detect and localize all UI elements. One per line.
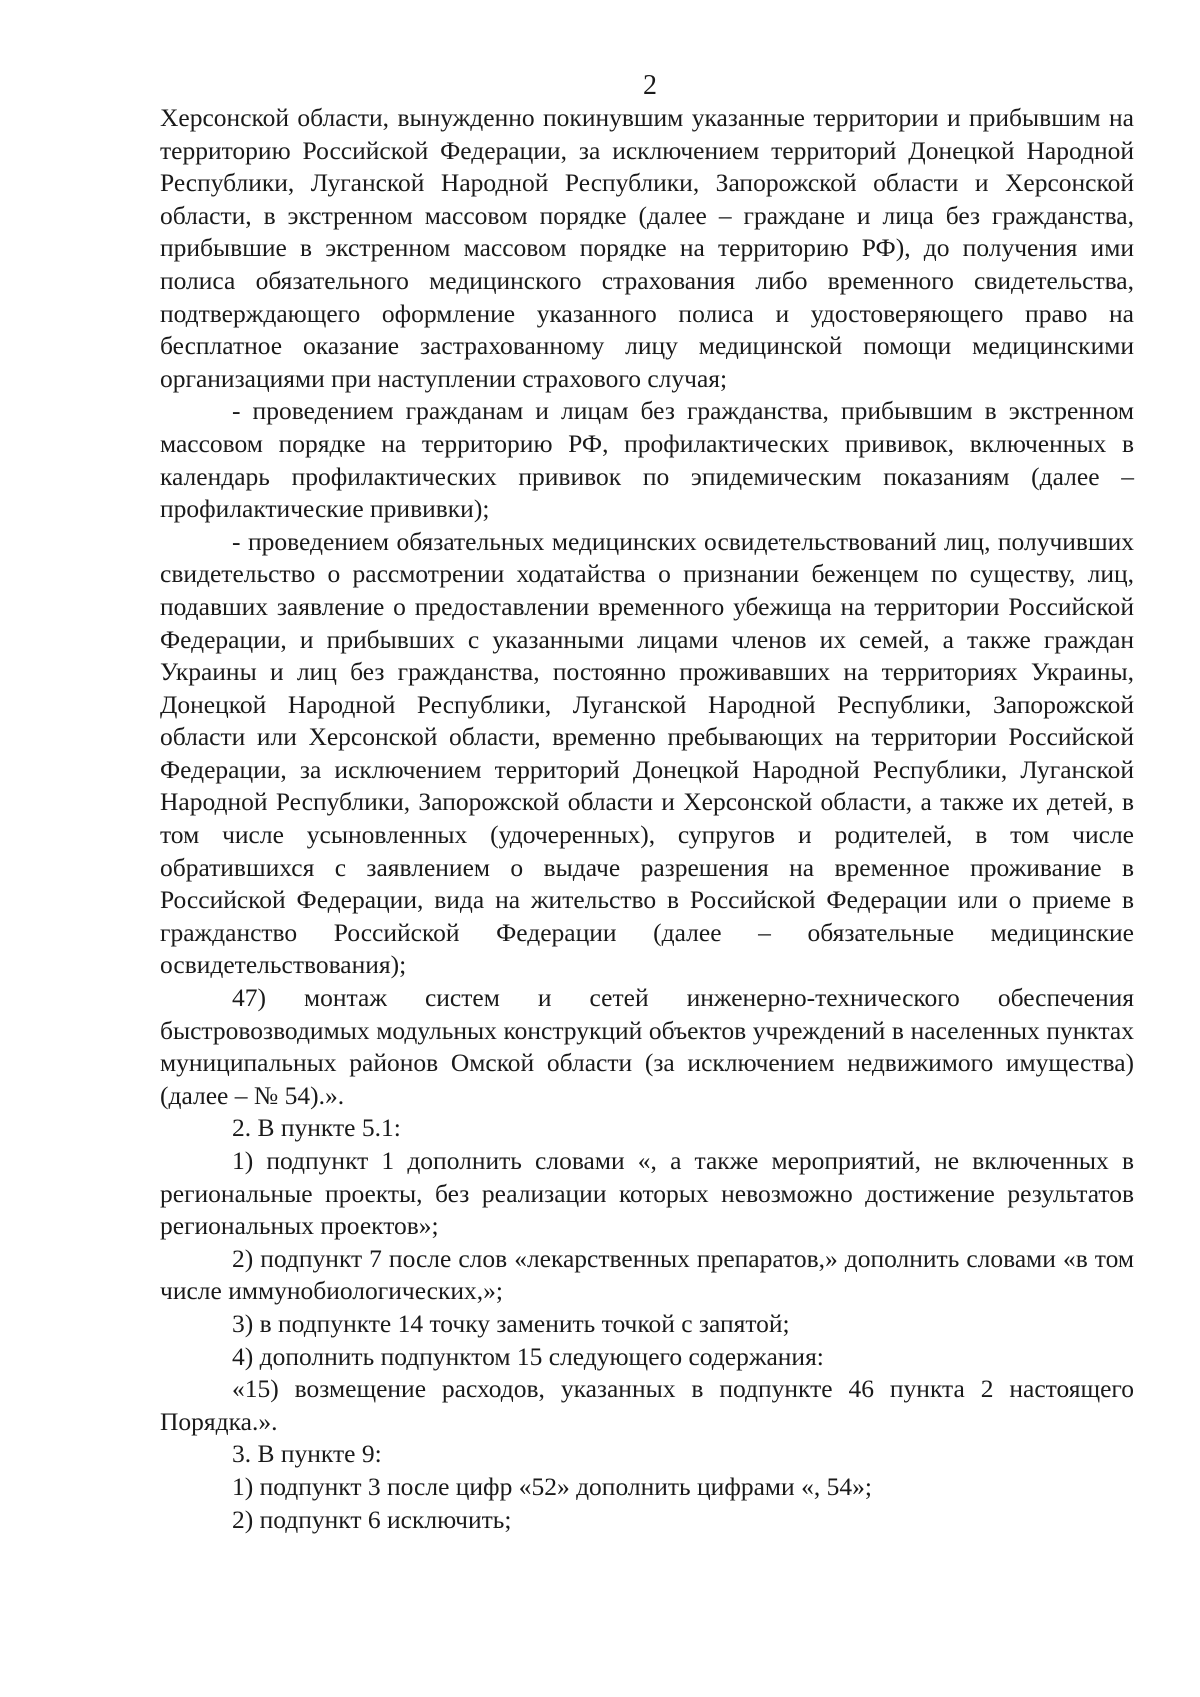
paragraph-3: - проведением обязательных медицинских освидетельствований лиц, получивших свидетельство о рассмотрении ходатайства о признании беженцем по существу, лиц, подавших заявление о предоставлении временного убежища на территории Российской Федерации, и прибывших с указанными лицами членов их семей, а также граждан Украины и лиц без гражданства, постоянно проживавших на территориях Украины, Донецкой Народной Республики, Луганской Народной Республики, Запорожской области или Херсонской области, временно пребывающих на территории Российской Федерации, за исключением территорий Донецкой Народной Республики, Луганской Народной Республики, Запорожской области и Херсонской области, а также их детей, в том числе усыновленных (удочеренных), супругов и родителей, в том числе обратившихся с заявлением о выдаче разрешения на временное проживание в Российской Федерации, вида на жительство в Российской Федерации или о приеме в гражданство Российской Федерации (далее – обязательные медицинские освидетельствования);	[160, 526, 1134, 980]
paragraph-2: - проведением гражданам и лицам без гражданства, прибывшим в экстренном массовом порядке на территорию РФ, профилактических прививок, включенных в календарь профилактических прививок по эпидемическим показаниям (далее – профилактические прививки);	[160, 396, 1134, 524]
document-body	[160, 102, 1134, 1536]
paragraph-5: 2. В пункте 5.1:	[232, 1113, 401, 1143]
paragraph-4: 47) монтаж систем и сетей инженерно-технического обеспечения быстровозводимых модульных конструкций объектов учреждений в населенных пунктах муниципальных районов Омской области (за исключением недвижимого имущества) (далее – № 54).».	[160, 983, 1134, 1110]
paragraph-13: 2) подпункт 6 исключить;	[232, 1504, 512, 1534]
paragraph-9: 4) дополнить подпунктом 15 следующего содержания:	[232, 1341, 824, 1371]
paragraph-8: 3) в подпункте 14 точку заменить точкой с запятой;	[232, 1308, 790, 1338]
paragraph-11: 3. В пункте 9:	[232, 1439, 382, 1469]
paragraph-6: 1) подпункт 1 дополнить словами «, а также мероприятий, не включенных в региональные проекты, без реализации которых невозможно достижение результатов региональных проектов»;	[160, 1146, 1134, 1241]
paragraph-7: 2) подпункт 7 после слов «лекарственных препаратов,» дополнить словами «в том числе иммунобиологических,»;	[160, 1243, 1134, 1306]
paragraph-10: «15) возмещение расходов, указанных в подпункте 46 пункта 2 настоящего Порядка.».	[160, 1374, 1134, 1436]
paragraph-1: Херсонской области, вынужденно покинувшим указанные территории и прибывшим на территорию Российской Федерации, за исключением территорий Донецкой Народной Республики, Луганской Народной Республики, Запорожской области и Херсонской области, в экстренном массовом порядке (далее – граждане и лица без гражданства, прибывшие в экстренном массовом порядке на территорию РФ), до получения ими полиса обязательного медицинского страхования либо временного свидетельства, подтверждающего оформление указанного полиса и удостоверяющего право на бесплатное оказание застрахованному лицу медицинской помощи медицинскими организациями при наступлении страхового случая;	[160, 103, 1134, 393]
paragraph-12: 1) подпункт 3 после цифр «52» дополнить цифрами «, 54»;	[232, 1471, 872, 1501]
page-number: 2	[643, 70, 657, 101]
